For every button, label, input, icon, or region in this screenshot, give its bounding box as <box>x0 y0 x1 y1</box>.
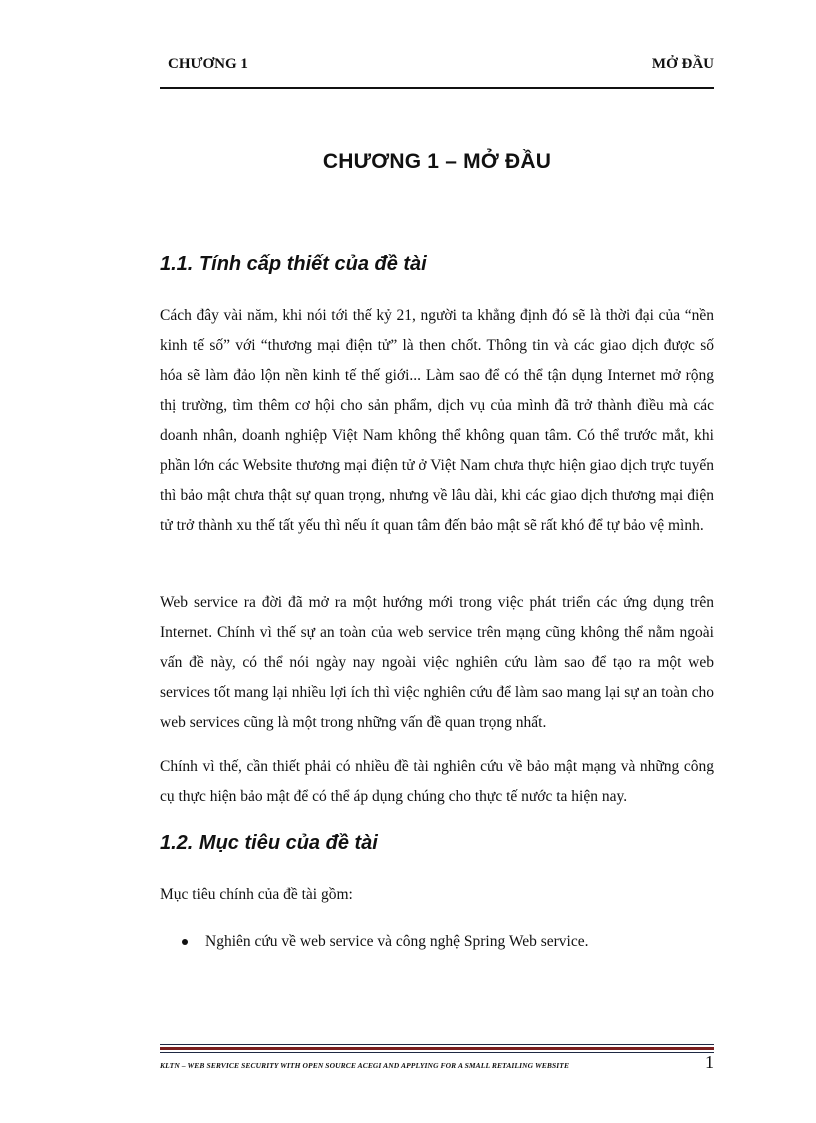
paragraph-2: Web service ra đời đã mở ra một hướng mới trong việc phát triển các ứng dụng trên Internet. Chính vì thế sự an toàn của web service trên mạng cũng không thể nằm ngoài vấn đề này, có thể nói ngày nay ngoài việc nghiên cứu làm sao để tạo ra một web services tốt mang lại nhiều lợi ích thì việc nghiên cứu để làm sao mang lại sự an toàn cho web services cũng là một trong những vấn đề quan trọng nhất. <box>160 594 715 731</box>
section-heading-1-1: 1.1. Tính cấp thiết của đề tài <box>160 253 427 275</box>
objectives-intro: Mục tiêu chính của đề tài gồm: <box>160 886 353 903</box>
paragraph-3: Chính vì thế, cần thiết phải có nhiều đề tài nghiên cứu về bảo mật mạng và những công cụ thực hiện bảo mật để có thể áp dụng chúng cho thực tế nước ta hiện nay. <box>160 758 714 805</box>
page-number: 1 <box>705 1052 714 1072</box>
list-item-text: Nghiên cứu về web service và công nghệ Spring Web service. <box>205 933 589 950</box>
header-divider <box>160 87 714 89</box>
footer-title: KLTN – WEB SERVICE SECURITY WITH OPEN SOURCE ACEGI AND APPLYING FOR A SMALL RETAILING WEBSITE <box>160 1061 570 1070</box>
footer-divider-thick <box>160 1047 714 1050</box>
footer-divider-bottom <box>160 1052 714 1053</box>
bullet-icon <box>182 939 188 945</box>
section-heading-1-2: 1.2. Mục tiêu của đề tài <box>160 832 378 854</box>
header-chapter-label: CHƯƠNG 1 <box>168 56 248 72</box>
page-header <box>160 56 714 78</box>
footer-divider-top <box>160 1044 714 1045</box>
header-section-label: MỞ ĐẦU <box>651 56 714 72</box>
paragraph-1: Cách đây vài năm, khi nói tới thế kỷ 21, người ta khẳng định đó sẽ là thời đại của “nền kinh tế số” với “thương mại điện tử” là then chốt. Thông tin và các giao dịch được số hóa sẽ làm đảo lộn nền kinh tế thế giới... Làm sao để có thể tận dụng Internet mở rộng thị trường, tìm thêm cơ hội cho sản phẩm, dịch vụ của mình đã trở thành điều mà các doanh nhân, doanh nghiệp Việt Nam không thể không quan tâm. Có thể trước mắt, khi phần lớn các Website thương mại điện tử ở Việt Nam chưa thực hiện giao dịch trực tuyến thì bảo mật chưa thật sự quan trọng, nhưng về lâu dài, khi các giao dịch thương mại điện tử trở thành xu thế tất yếu thì nếu ít quan tâm đến bảo mật sẽ rất khó để tự bảo vệ mình. <box>160 307 714 534</box>
chapter-title: CHƯƠNG 1 – MỞ ĐẦU <box>322 150 552 173</box>
list-item <box>160 927 714 957</box>
objectives-list <box>160 927 714 957</box>
